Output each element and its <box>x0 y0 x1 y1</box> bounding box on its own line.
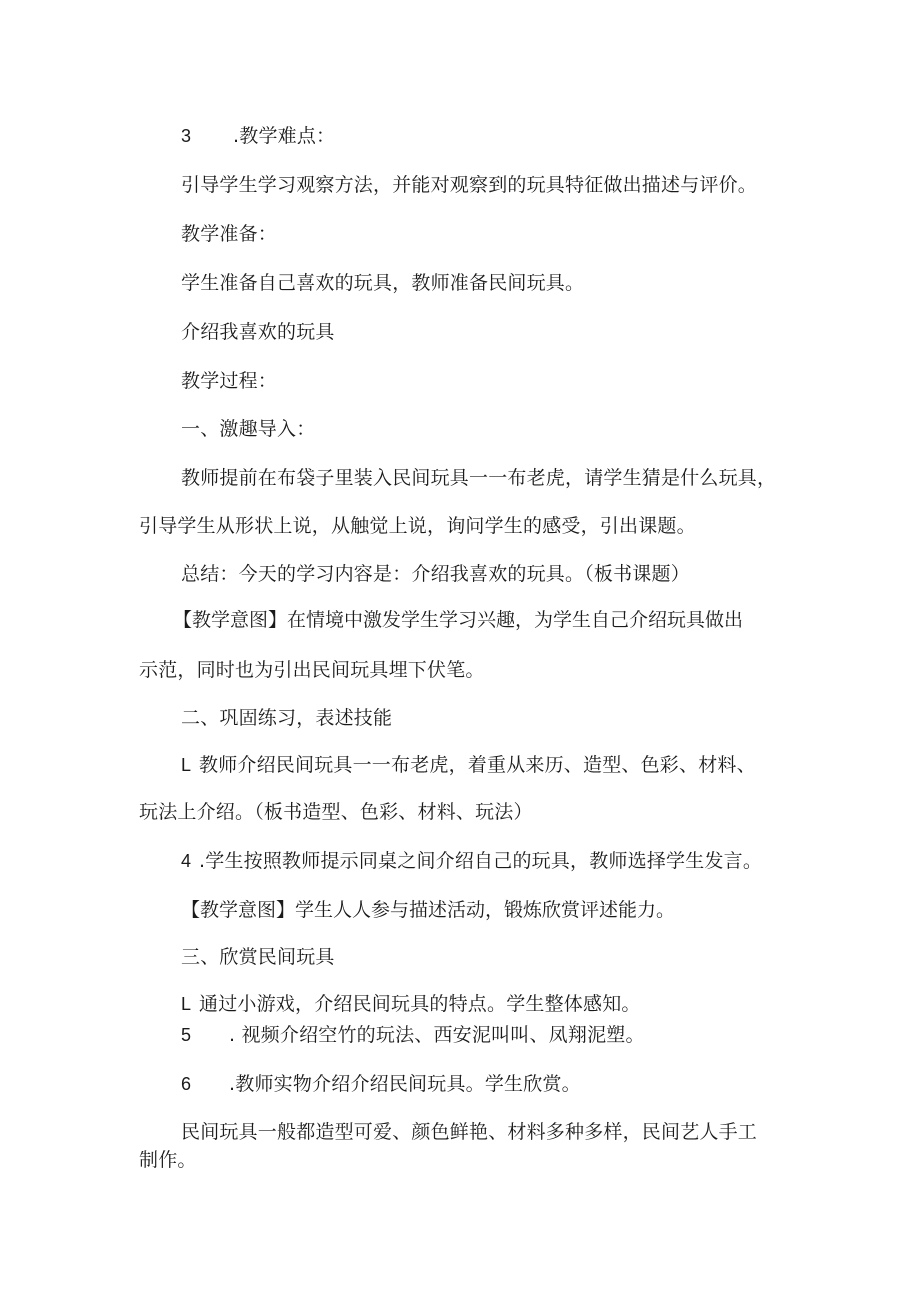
list-number: 3 <box>181 126 192 146</box>
section-heading-2: 二、巩固练习，表述技能 <box>181 707 393 729</box>
list-number: 5 <box>181 1025 192 1045</box>
lesson-title: 介绍我喜欢的玩具 <box>181 321 335 343</box>
teaching-intent: 【教学意图】学生人人参与描述活动，锻炼欣赏评述能力。 <box>181 899 676 921</box>
paragraph: 教师提前在布袋子里装入民间玩具一一布老虎，请学生猜是什么玩具， <box>181 467 777 489</box>
list-number: 4 <box>181 851 192 871</box>
list-item-text: .教师实物介绍介绍民间玩具。学生欣赏。 <box>229 1073 581 1095</box>
paragraph: 制作。 <box>139 1149 197 1171</box>
heading-teaching-difficulty <box>181 123 335 149</box>
list-item <box>181 1022 645 1048</box>
heading-preparation: 教学准备： <box>181 223 278 245</box>
heading-process: 教学过程： <box>181 370 278 392</box>
list-item <box>181 752 756 778</box>
list-item <box>181 1071 581 1097</box>
list-number: L <box>181 755 192 775</box>
section-heading-1: 一、激趣导入： <box>181 418 316 440</box>
paragraph: 总结：今天的学习内容是：介绍我喜欢的玩具。（板书课题） <box>181 563 690 585</box>
paragraph: 民间玩具一般都造型可爱、颜色鲜艳、材料多种多样，民间艺人手工 <box>181 1121 758 1143</box>
list-item <box>181 991 641 1017</box>
paragraph: 引导学生从形状上说，从触觉上说，询问学生的感受，引出课题。 <box>139 515 696 537</box>
heading-text: .教学难点： <box>233 125 336 147</box>
list-item-text: .学生按照教师提示同桌之间介绍自己的玩具，教师选择学生发言。 <box>199 850 763 872</box>
paragraph: 学生准备自己喜欢的玩具，教师准备民间玩具。 <box>181 272 585 294</box>
list-item-text: . 视频介绍空竹的玩法、西安泥叫叫、凤翔泥塑。 <box>229 1024 645 1046</box>
paragraph: 引导学生学习观察方法，并能对观察到的玩具特征做出描述与评价。 <box>181 174 758 196</box>
section-heading-3: 三、欣赏民间玩具 <box>181 946 335 968</box>
list-item-text: 通过小游戏，介绍民间玩具的特点。学生整体感知。 <box>199 993 641 1015</box>
teaching-intent: 【教学意图】在情境中激发学生学习兴趣，为学生自己介绍玩具做出 <box>173 609 744 631</box>
list-number: 6 <box>181 1074 192 1094</box>
paragraph: 玩法上介绍。（板书造型、色彩、材料、玩法） <box>139 801 533 823</box>
paragraph: 示范，同时也为引出民间玩具埋下伏笔。 <box>139 659 485 681</box>
list-item-text: 教师介绍民间玩具一一布老虎，着重从来历、造型、色彩、材料、 <box>199 754 756 776</box>
list-item <box>181 848 762 874</box>
list-number: L <box>181 994 192 1014</box>
